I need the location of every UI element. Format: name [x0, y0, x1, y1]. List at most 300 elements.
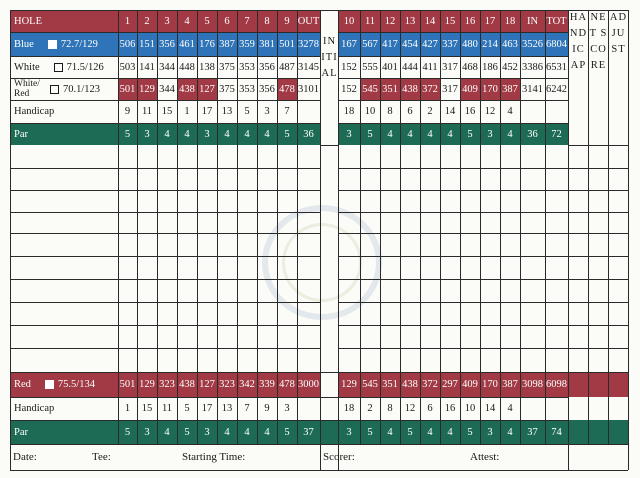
row-band	[320, 420, 338, 444]
yardage-cell: 129	[139, 379, 155, 390]
hole-number: 14	[424, 15, 436, 27]
initial-header: INITIAL	[321, 36, 338, 79]
hole-number: 3	[164, 15, 170, 27]
yardage-cell: 545	[360, 78, 380, 100]
in-total: 3386	[522, 61, 543, 73]
yardage-cell: 356	[159, 38, 175, 50]
yardage-cell: 3	[264, 106, 270, 117]
row-label-handicap2	[10, 397, 118, 420]
grid-line	[338, 10, 568, 11]
yardage-cell: 4	[387, 426, 393, 438]
row-label-white_red	[10, 78, 118, 100]
yardage-cell: 323	[159, 379, 175, 390]
yardage-cell: 18	[343, 403, 355, 414]
grid-line	[10, 256, 320, 257]
grid-line	[10, 372, 320, 373]
yardage-cell: 3	[346, 426, 352, 438]
yardage-cell: 5	[367, 128, 373, 140]
yardage-cell: 214	[482, 38, 498, 50]
grid-line	[338, 78, 568, 79]
grid-line	[588, 10, 589, 444]
yardage-cell: 545	[362, 379, 378, 390]
tee-field[interactable]: Tee:	[92, 451, 111, 463]
hole-number: 17	[484, 15, 496, 27]
yardage-cell: 4	[164, 426, 170, 438]
out-total: 3101	[298, 83, 319, 95]
hole-number: 4	[184, 15, 190, 27]
yardage-cell: 5	[467, 426, 473, 438]
hole-number: 5	[204, 15, 210, 27]
grid-line	[137, 10, 138, 444]
yardage-cell: 138	[199, 61, 215, 73]
yardage-cell: 13	[221, 403, 233, 414]
yardage-cell: 372	[420, 78, 440, 100]
tee-checkbox[interactable]	[45, 380, 54, 389]
yardage-cell: 14	[484, 403, 496, 414]
grid-line	[568, 10, 628, 11]
grid-line	[568, 256, 628, 257]
tot-total: 6804	[546, 38, 567, 50]
yardage-cell: 401	[382, 61, 398, 73]
grid-line	[10, 190, 320, 191]
yardage-cell: 5	[124, 426, 131, 438]
course-rating: 71.5/126	[66, 61, 104, 73]
grid-line	[10, 10, 11, 470]
grid-line	[400, 10, 401, 444]
grid-line	[568, 233, 628, 234]
yardage-cell: 151	[139, 38, 155, 50]
in-total: 3098	[522, 379, 543, 390]
yardage-cell: 17	[201, 106, 213, 117]
yardage-cell: 10	[364, 106, 376, 117]
hole-number: 11	[364, 15, 376, 27]
course-rating: 75.5/134	[57, 379, 95, 390]
out-header: OUT	[297, 15, 320, 27]
hole-header: HOLE	[14, 15, 42, 27]
yardage-cell: 1	[124, 403, 131, 414]
yardage-cell: 297	[442, 379, 458, 390]
out-total: 36	[303, 128, 314, 140]
grid-line	[338, 444, 568, 445]
tee-name: Blue	[14, 38, 34, 50]
grid-line	[320, 372, 338, 373]
grid-line	[380, 10, 381, 444]
yardage-cell: 417	[382, 38, 398, 50]
starting-time-field[interactable]: Starting Time:	[182, 451, 246, 463]
grid-line	[177, 10, 178, 444]
tee-name: Par	[14, 128, 28, 140]
yardage-cell: 7	[244, 403, 250, 414]
grid-line	[297, 10, 298, 444]
yardage-cell: 353	[239, 61, 255, 73]
out-total: 37	[303, 426, 314, 438]
net-score-header: NET SCORE	[589, 12, 608, 71]
grid-line	[568, 190, 628, 191]
yardage-cell: 4	[244, 128, 250, 140]
yardage-cell: 351	[382, 379, 398, 390]
grid-line	[420, 10, 421, 444]
grid-line	[608, 10, 609, 444]
row-band	[568, 420, 628, 444]
grid-line	[460, 10, 461, 444]
grid-line	[338, 397, 568, 398]
grid-line	[338, 420, 568, 421]
yardage-cell: 375	[219, 83, 235, 95]
row-label-par	[10, 123, 118, 145]
yardage-cell: 375	[219, 61, 235, 73]
scorer-field[interactable]: Scorer:	[323, 451, 355, 463]
yardage-cell: 339	[259, 379, 275, 390]
grid-line	[338, 10, 339, 470]
grid-line	[338, 100, 568, 101]
yardage-cell: 152	[341, 61, 357, 73]
yardage-cell: 4	[184, 128, 190, 140]
yardage-cell: 409	[460, 78, 480, 100]
yardage-cell: 11	[161, 403, 173, 414]
in-total: 3141	[522, 83, 543, 95]
grid-line	[338, 302, 568, 303]
yardage-cell: 438	[177, 78, 197, 100]
yardage-cell: 176	[199, 38, 215, 50]
grid-line	[118, 10, 119, 444]
grid-line	[338, 123, 568, 124]
tee-checkbox[interactable]	[54, 63, 63, 72]
yardage-cell: 6	[407, 106, 413, 117]
out-total: 3278	[298, 38, 319, 50]
yardage-cell: 127	[197, 78, 217, 100]
grid-line	[360, 10, 361, 444]
yardage-cell: 8	[387, 403, 393, 414]
yardage-cell: 7	[284, 106, 290, 117]
yardage-cell: 5	[124, 128, 131, 140]
yardage-cell: 6	[427, 403, 433, 414]
grid-line	[628, 10, 629, 470]
yardage-cell: 387	[219, 38, 235, 50]
yardage-cell: 2	[367, 403, 373, 414]
grid-line	[568, 348, 628, 349]
yardage-cell: 9	[124, 106, 131, 117]
yardage-cell: 461	[179, 38, 195, 50]
yardage-cell: 487	[279, 61, 295, 73]
hole-number: 13	[404, 15, 416, 27]
yardage-cell: 344	[159, 83, 175, 95]
grid-line	[10, 168, 320, 169]
yardage-cell: 463	[502, 38, 518, 50]
adjust-header: ADJUST	[609, 12, 628, 55]
grid-line	[10, 78, 320, 79]
yardage-cell: 344	[159, 61, 175, 73]
yardage-cell: 18	[343, 106, 355, 117]
yardage-cell: 356	[259, 61, 275, 73]
yardage-cell: 567	[362, 38, 378, 50]
yardage-cell: 4	[407, 128, 413, 140]
grid-line	[568, 372, 628, 373]
yardage-cell: 4	[507, 106, 513, 117]
grid-line	[10, 10, 320, 11]
hole-number: 7	[244, 15, 250, 27]
row-label-red	[10, 372, 118, 397]
yardage-cell: 351	[380, 78, 400, 100]
yardage-cell: 4	[224, 128, 230, 140]
grid-line	[480, 10, 481, 444]
yardage-cell: 317	[442, 61, 458, 73]
yardage-cell: 8	[387, 106, 393, 117]
tee-name: Handicap	[14, 106, 55, 117]
grid-line	[320, 420, 338, 421]
in-total: 36	[527, 128, 538, 140]
yardage-cell: 4	[507, 403, 513, 414]
out-total: 3145	[298, 61, 319, 73]
yardage-cell: 152	[341, 83, 357, 95]
yardage-cell: 337	[442, 38, 458, 50]
tee-name: White/ Red	[14, 79, 40, 99]
yardage-cell: 342	[239, 379, 255, 390]
yardage-cell: 17	[201, 403, 213, 414]
yardage-cell: 501	[119, 379, 136, 390]
grid-line	[10, 420, 320, 421]
yardage-cell: 427	[422, 38, 438, 50]
yardage-cell: 381	[259, 38, 275, 50]
yardage-cell: 12	[484, 106, 496, 117]
hole-number: 15	[444, 15, 456, 27]
tot-total: 72	[551, 128, 562, 140]
tee-name: Par	[14, 426, 28, 438]
in-total: 37	[527, 426, 538, 438]
grid-line	[568, 168, 628, 169]
row-band	[568, 372, 628, 397]
grid-line	[10, 348, 320, 349]
yardage-cell: 4	[447, 426, 453, 438]
yardage-cell: 501	[118, 78, 137, 100]
yardage-cell: 4	[387, 128, 393, 140]
tot-header: TOT	[546, 15, 567, 27]
out-total: 3000	[298, 379, 319, 390]
grid-line	[338, 256, 568, 257]
yardage-cell: 501	[279, 38, 295, 50]
row-label-white	[10, 56, 118, 78]
yardage-cell: 15	[161, 106, 173, 117]
hole-number: 10	[343, 15, 355, 27]
yardage-cell: 129	[137, 78, 157, 100]
tot-total: 6531	[546, 61, 567, 73]
hole-number: 6	[224, 15, 230, 27]
attest-field[interactable]: Attest:	[470, 451, 500, 463]
yardage-cell: 4	[244, 426, 250, 438]
yardage-cell: 506	[119, 38, 136, 50]
yardage-cell: 4	[224, 426, 230, 438]
hole-number: 18	[504, 15, 516, 27]
course-rating: 72.7/129	[60, 38, 98, 50]
grid-line	[338, 325, 568, 326]
in-header: IN	[526, 15, 539, 27]
yardage-cell: 480	[462, 38, 478, 50]
grid-line	[10, 279, 320, 280]
tot-total: 6098	[546, 379, 567, 390]
yardage-cell: 409	[462, 379, 478, 390]
tot-total: 6242	[546, 83, 567, 95]
yardage-cell: 13	[221, 106, 233, 117]
yardage-cell: 5	[467, 128, 473, 140]
yardage-cell: 438	[400, 78, 420, 100]
hole-number: 9	[284, 15, 290, 27]
yardage-cell: 3	[144, 128, 150, 140]
yardage-cell: 5	[184, 426, 190, 438]
yardage-cell: 186	[482, 61, 498, 73]
yardage-cell: 3	[144, 426, 150, 438]
hole-number: 16	[464, 15, 476, 27]
yardage-cell: 1	[184, 106, 190, 117]
grid-line	[10, 233, 320, 234]
grid-line	[320, 397, 338, 398]
yardage-cell: 4	[264, 128, 270, 140]
grid-line	[257, 10, 258, 444]
grid-line	[338, 372, 568, 373]
grid-line	[568, 279, 628, 280]
yardage-cell: 167	[341, 38, 357, 50]
yardage-cell: 5	[407, 426, 413, 438]
yardage-cell: 411	[422, 61, 438, 73]
in-total: 3526	[522, 38, 543, 50]
yardage-cell: 359	[239, 38, 255, 50]
grid-line	[568, 145, 628, 146]
yardage-cell: 4	[164, 128, 170, 140]
yardage-cell: 323	[219, 379, 235, 390]
yardage-cell: 387	[502, 379, 518, 390]
yardage-cell: 5	[244, 106, 250, 117]
tee-name: Handicap	[14, 403, 55, 414]
grid-line	[338, 212, 568, 213]
yardage-cell: 15	[141, 403, 153, 414]
grid-line	[10, 325, 320, 326]
grid-line	[320, 145, 338, 146]
grid-line	[217, 10, 218, 444]
tee-name: White	[14, 61, 40, 73]
yardage-cell: 2	[427, 106, 433, 117]
grid-line	[320, 10, 338, 11]
tee-checkbox[interactable]	[50, 85, 59, 94]
row-label-blue	[10, 32, 118, 56]
course-rating: 70.1/123	[63, 83, 101, 95]
grid-line	[10, 470, 628, 471]
yardage-cell: 3	[487, 128, 493, 140]
yardage-cell: 448	[179, 61, 195, 73]
yardage-cell: 317	[442, 83, 458, 95]
grid-line	[338, 233, 568, 234]
yardage-cell: 454	[402, 38, 418, 50]
grid-line	[157, 10, 158, 444]
grid-line	[338, 56, 568, 57]
date-field[interactable]: Date:	[13, 451, 37, 463]
yardage-cell: 4	[447, 128, 453, 140]
yardage-cell: 3	[204, 426, 210, 438]
grid-line	[568, 302, 628, 303]
yardage-cell: 503	[119, 61, 136, 73]
tee-checkbox[interactable]	[48, 40, 57, 49]
yardage-cell: 10	[464, 403, 476, 414]
grid-line	[237, 10, 238, 444]
yardage-cell: 127	[199, 379, 215, 390]
yardage-cell: 372	[422, 379, 438, 390]
yardage-cell: 4	[507, 128, 513, 140]
tot-total: 74	[551, 426, 562, 438]
grid-line	[10, 32, 320, 33]
grid-line	[10, 444, 320, 445]
yardage-cell: 170	[482, 379, 498, 390]
yardage-cell: 478	[279, 379, 295, 390]
grid-line	[568, 325, 628, 326]
grid-line	[500, 10, 501, 444]
grid-line	[10, 100, 320, 101]
yardage-cell: 5	[367, 426, 373, 438]
hole-number: 1	[124, 15, 131, 27]
yardage-cell: 478	[277, 78, 297, 100]
yardage-cell: 3	[284, 403, 290, 414]
row-label-par2	[10, 420, 118, 444]
yardage-cell: 141	[139, 61, 155, 73]
yardage-cell: 170	[480, 78, 500, 100]
handicap-column-header: HANDICAP	[569, 12, 588, 71]
yardage-cell: 12	[404, 403, 416, 414]
yardage-cell: 438	[402, 379, 418, 390]
grid-line	[277, 10, 278, 444]
yardage-cell: 4	[264, 426, 270, 438]
yardage-cell: 356	[259, 83, 275, 95]
grid-line	[520, 10, 521, 444]
row-label-handicap	[10, 100, 118, 123]
grid-line	[440, 10, 441, 444]
yardage-cell: 468	[462, 61, 478, 73]
yardage-cell: 11	[141, 106, 153, 117]
grid-line	[320, 10, 321, 470]
grid-line	[338, 190, 568, 191]
yardage-cell: 4	[427, 128, 433, 140]
hole-number: 8	[264, 15, 270, 27]
grid-line	[338, 168, 568, 169]
yardage-cell: 16	[464, 106, 476, 117]
grid-line	[568, 212, 628, 213]
grid-line	[338, 32, 568, 33]
yardage-cell: 5	[284, 426, 290, 438]
grid-line	[10, 302, 320, 303]
grid-line	[10, 212, 320, 213]
grid-line	[545, 10, 546, 444]
grid-line	[338, 348, 568, 349]
yardage-cell: 9	[264, 403, 270, 414]
yardage-cell: 4	[507, 426, 513, 438]
yardage-cell: 452	[502, 61, 518, 73]
grid-line	[568, 10, 569, 470]
yardage-cell: 14	[444, 106, 456, 117]
grid-line	[320, 444, 338, 445]
yardage-cell: 3	[346, 128, 352, 140]
grid-line	[10, 56, 320, 57]
grid-line	[568, 444, 628, 445]
tee-name: Red	[14, 379, 31, 390]
yardage-cell: 4	[427, 426, 433, 438]
yardage-cell: 387	[500, 78, 520, 100]
grid-line	[338, 279, 568, 280]
yardage-cell: 16	[444, 403, 456, 414]
hole-number: 12	[384, 15, 396, 27]
grid-line	[197, 10, 198, 444]
yardage-cell: 353	[239, 83, 255, 95]
yardage-cell: 444	[402, 61, 418, 73]
yardage-cell: 555	[362, 61, 378, 73]
yardage-cell: 5	[284, 128, 290, 140]
hole-number: 2	[144, 15, 150, 27]
yardage-cell: 3	[204, 128, 210, 140]
yardage-cell: 438	[179, 379, 195, 390]
